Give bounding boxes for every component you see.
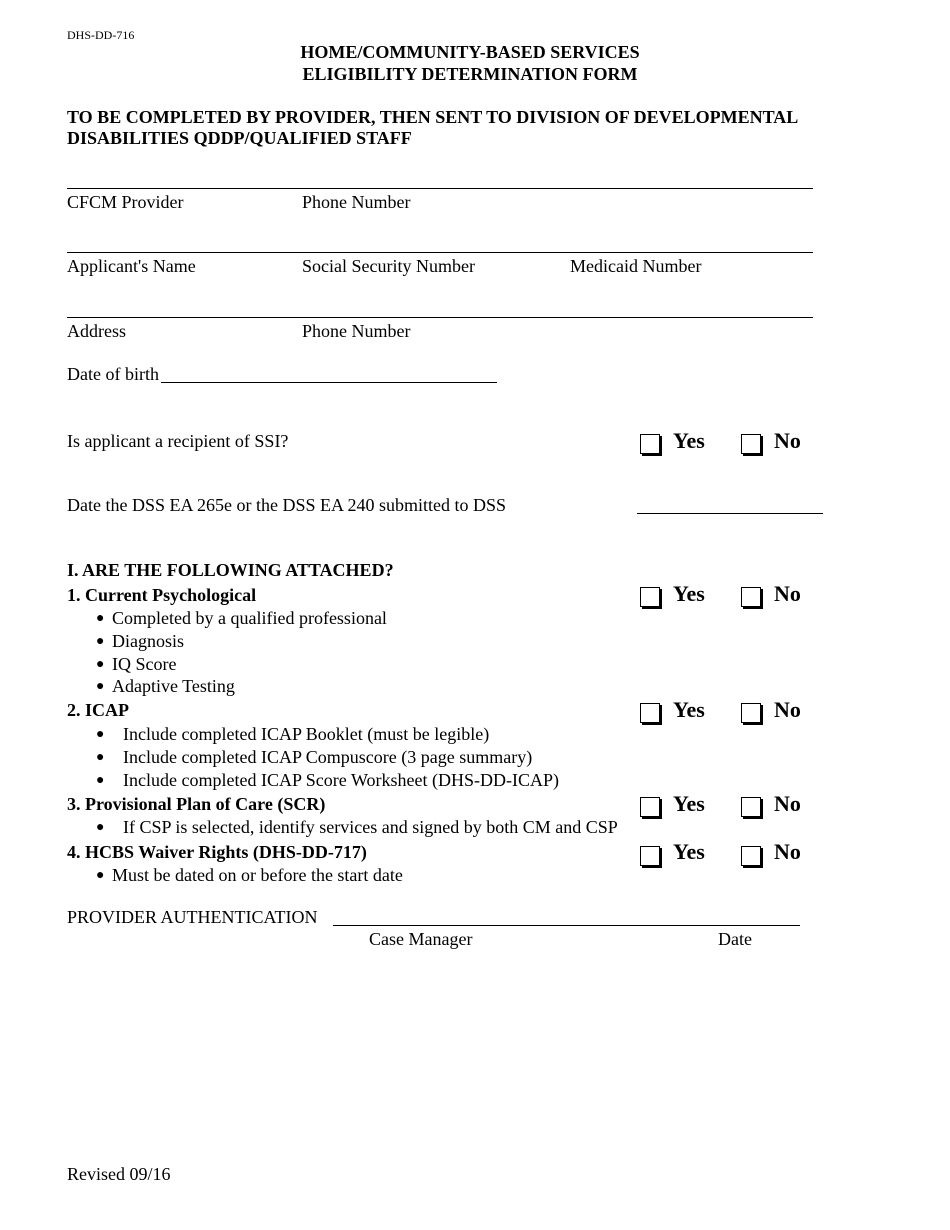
instructions-line1: TO BE COMPLETED BY PROVIDER, THEN SENT TO DIVISION OF DEVELOPMENTAL [67,107,799,127]
rights-no-label: No [774,839,801,864]
ssi-no-checkbox[interactable] [741,434,761,454]
plan-yes-checkbox[interactable] [640,797,660,817]
section-heading: I. ARE THE FOLLOWING ATTACHED? [67,560,394,580]
bullet-icon: ● [96,634,105,649]
dss-question: Date the DSS EA 265e or the DSS EA 240 submitted to DSS [67,495,507,515]
item-2-bullet-2: Include completed ICAP Compuscore (3 page summary) [123,747,533,767]
icap-no-label: No [774,697,801,722]
item-4-title: 4. HCBS Waiver Rights (DHS-DD-717) [67,842,367,862]
address-entry-line[interactable] [67,317,813,318]
psych-no-label: No [774,581,801,606]
plan-no-label: No [774,791,801,816]
bullet-icon: ● [96,820,105,835]
psych-yes-label: Yes [673,581,705,606]
applicant-name-label: Applicant's Name [67,256,196,276]
rights-yes-checkbox[interactable] [640,846,660,866]
plan-yes-label: Yes [673,791,705,816]
bullet-icon: ● [96,773,105,788]
ssi-no-label: No [774,428,801,453]
ssi-question: Is applicant a recipient of SSI? [67,431,289,451]
item-1-bullet-2: Diagnosis [112,631,184,651]
bullet-icon: ● [96,727,105,742]
dss-date-entry-line[interactable] [637,513,823,514]
icap-yes-label: Yes [673,697,705,722]
item-3-bullet-1: If CSP is selected, identify services and signed by both CM and CSP [123,817,618,837]
form-title-line1: HOME/COMMUNITY-BASED SERVICES [300,42,640,62]
item-1-bullet-4: Adaptive Testing [112,676,235,696]
item-1-bullet-1: Completed by a qualified professional [112,608,387,628]
rights-yes-label: Yes [673,839,705,864]
ssn-label: Social Security Number [302,256,475,276]
ssi-yes-checkbox[interactable] [640,434,660,454]
revised-date: Revised 09/16 [67,1164,171,1184]
bullet-icon: ● [96,611,105,626]
icap-no-checkbox[interactable] [741,703,761,723]
provider-authentication-label: PROVIDER AUTHENTICATION [67,907,318,927]
bullet-icon: ● [96,750,105,765]
item-1-title: 1. Current Psychological [67,585,257,605]
applicant-entry-line[interactable] [67,252,813,253]
medicaid-number-label: Medicaid Number [570,256,702,276]
item-2-title: 2. ICAP [67,700,129,720]
item-3-title: 3. Provisional Plan of Care (SCR) [67,794,326,814]
cfcm-provider-label: CFCM Provider [67,192,184,212]
bullet-icon: ● [96,657,105,672]
item-4-bullet-1: Must be dated on or before the start date [112,865,403,885]
item-2-bullet-1: Include completed ICAP Booklet (must be legible) [123,724,490,744]
dob-entry-line[interactable] [161,382,497,383]
address-label: Address [67,321,126,341]
provider-entry-line[interactable] [67,188,813,189]
psych-yes-checkbox[interactable] [640,587,660,607]
item-2-bullet-3: Include completed ICAP Score Worksheet (DHS-DD-ICAP) [123,770,559,790]
instructions-line2: DISABILITIES QDDP/QUALIFIED STAFF [67,128,412,148]
rights-no-checkbox[interactable] [741,846,761,866]
bullet-icon: ● [96,679,105,694]
phone-number-label-2: Phone Number [302,321,411,341]
form-title-line2: ELIGIBILITY DETERMINATION FORM [302,64,638,84]
item-1-bullet-3: IQ Score [112,654,177,674]
psych-no-checkbox[interactable] [741,587,761,607]
icap-yes-checkbox[interactable] [640,703,660,723]
authentication-signature-line[interactable] [333,925,800,926]
dob-label: Date of birth [67,364,159,384]
phone-number-label: Phone Number [302,192,411,212]
plan-no-checkbox[interactable] [741,797,761,817]
form-code: DHS-DD-716 [67,28,135,42]
bullet-icon: ● [96,868,105,883]
date-label: Date [718,929,752,949]
ssi-yes-label: Yes [673,428,705,453]
case-manager-label: Case Manager [369,929,473,949]
